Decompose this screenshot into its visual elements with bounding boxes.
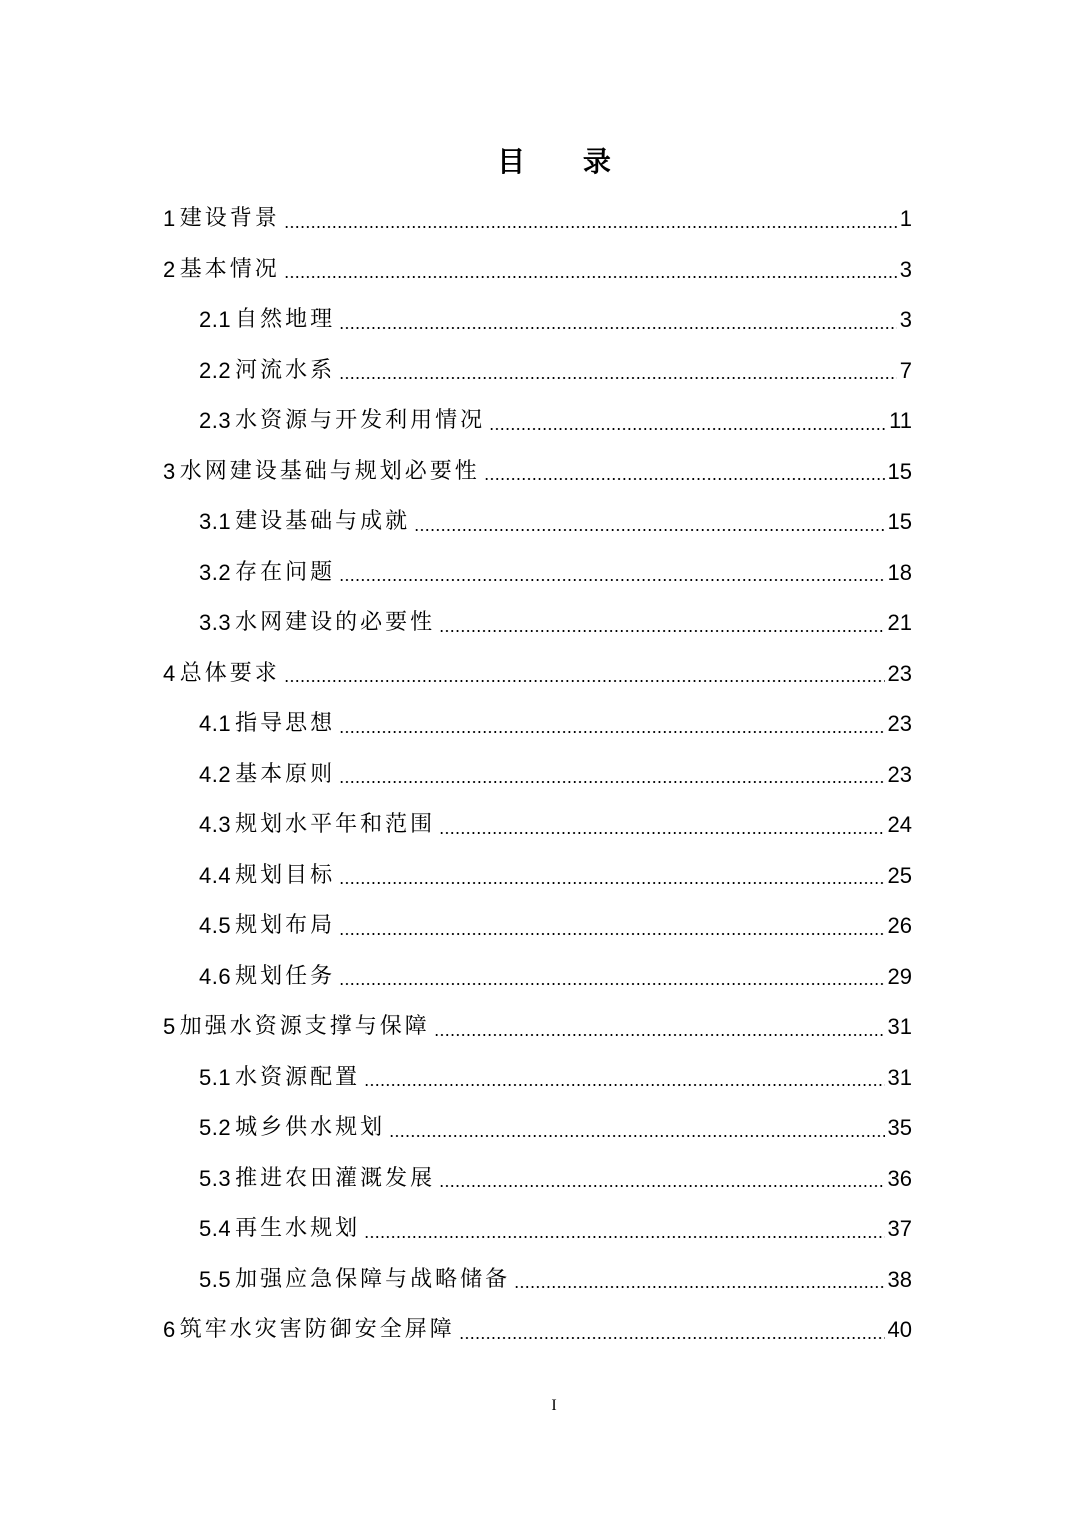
toc-entry-page: 7 [899,357,912,383]
toc-entry-page: 21 [887,610,912,636]
toc-dot-leader [339,568,884,582]
toc-entry[interactable] [0,1053,1074,1104]
toc-entry-title: 河流水系 [235,357,336,383]
toc-entry-title: 基本情况 [179,256,280,282]
toc-entry-page: 23 [887,660,912,686]
toc-entry-page: 25 [887,862,912,888]
toc-dot-leader [284,265,897,279]
toc-dot-leader [439,821,884,835]
toc-entry-number: 5 [163,1014,176,1040]
toc-entry-title: 规划水平年和范围 [235,812,436,838]
toc-entry-page: 11 [889,408,912,434]
toc-title: 目 录 [497,145,635,178]
toc-entry-title: 水网建设的必要性 [235,610,436,636]
toc-entry-number: 1 [163,206,176,232]
toc-entry-title: 水资源与开发利用情况 [235,408,486,434]
toc-entry-page: 15 [887,458,912,484]
toc-entry[interactable] [0,750,1074,801]
toc-entry[interactable] [0,194,1074,245]
toc-entry-page: 38 [887,1266,912,1292]
toc-entry-number: 5.2 [199,1115,232,1141]
toc-entry-title: 城乡供水规划 [235,1115,386,1141]
toc-dot-leader [489,417,886,431]
toc-entry-title: 筑牢水灾害防御安全屏障 [179,1317,455,1343]
toc-entry-number: 2.3 [199,408,232,434]
toc-dot-leader [439,1174,884,1188]
toc-entry-title: 再生水规划 [235,1216,361,1242]
toc-entry-number: 4 [163,660,176,686]
toc-entry-number: 2.2 [199,357,232,383]
toc-entry-page: 31 [887,1064,912,1090]
toc-entry-page: 23 [887,711,912,737]
toc-entry-page: 24 [887,812,912,838]
toc-entry-title: 水网建设基础与规划必要性 [179,458,480,484]
toc-entry-number: 3.3 [199,610,232,636]
toc-entry-page: 29 [887,963,912,989]
toc-entry-page: 37 [887,1216,912,1242]
toc-dot-leader [339,316,897,330]
toc-dot-leader [339,871,884,885]
toc-entry[interactable] [0,1154,1074,1205]
toc-dot-leader [339,770,884,784]
toc-dot-leader [339,720,884,734]
toc-dot-leader [339,366,897,380]
toc-dot-leader [339,922,884,936]
toc-entry-page: 18 [887,559,912,585]
toc-entry-title: 存在问题 [235,559,336,585]
toc-entry-number: 3 [163,458,176,484]
toc-entry-title: 规划布局 [235,913,336,939]
toc-entry[interactable] [0,901,1074,952]
toc-entry-title: 基本原则 [235,761,336,787]
toc-dot-leader [414,518,884,532]
toc-dot-leader [339,972,884,986]
toc-entry-number: 5.1 [199,1064,232,1090]
toc-entry-number: 4.5 [199,913,232,939]
toc-entry[interactable] [0,295,1074,346]
toc-entry[interactable] [0,1204,1074,1255]
toc-dot-leader [484,467,885,481]
toc-dot-leader [434,1023,885,1037]
toc-entry-title: 指导思想 [235,711,336,737]
toc-dot-leader [364,1073,884,1087]
toc-entry[interactable] [0,851,1074,902]
toc-entry-number: 4.2 [199,761,232,787]
toc-entry-number: 2 [163,256,176,282]
toc-dot-leader [284,215,897,229]
toc-entry-number: 5.4 [199,1216,232,1242]
toc-entry[interactable] [0,1305,1074,1356]
toc-entry-page: 26 [887,913,912,939]
toc-entry-number: 3.2 [199,559,232,585]
toc-dot-leader [514,1275,884,1289]
toc-entry-page: 36 [887,1165,912,1191]
toc-entry-page: 35 [887,1115,912,1141]
toc-dot-leader [459,1326,885,1340]
toc-entry-title: 加强应急保障与战略储备 [235,1266,511,1292]
toc-entry[interactable] [0,1103,1074,1154]
toc-entry-page: 23 [887,761,912,787]
toc-entry-number: 4.4 [199,862,232,888]
toc-entry[interactable] [0,447,1074,498]
toc-dot-leader [389,1124,884,1138]
toc-entry-number: 6 [163,1317,176,1343]
toc-entry-number: 4.6 [199,963,232,989]
toc-entry-page: 1 [899,206,912,232]
toc-dot-leader [284,669,885,683]
toc-entry[interactable] [0,346,1074,397]
toc-entry-number: 3.1 [199,509,232,535]
toc-entry-number: 4.1 [199,711,232,737]
page-number: I [551,1397,557,1414]
toc-entry-title: 规划任务 [235,963,336,989]
toc-entry[interactable] [0,598,1074,649]
toc-entry-title: 建设背景 [179,206,280,232]
toc-entry[interactable] [0,699,1074,750]
toc-entry-page: 3 [899,307,912,333]
toc-list [0,194,1074,1356]
toc-entry-number: 4.3 [199,812,232,838]
toc-entry-title: 规划目标 [235,862,336,888]
toc-entry-page: 3 [899,256,912,282]
toc-entry-number: 2.1 [199,307,232,333]
toc-entry-title: 建设基础与成就 [235,509,411,535]
toc-entry-title: 水资源配置 [235,1064,361,1090]
toc-entry-title: 加强水资源支撑与保障 [179,1014,430,1040]
toc-entry[interactable] [0,1255,1074,1306]
toc-entry-page: 31 [887,1014,912,1040]
toc-entry-title: 自然地理 [235,307,336,333]
toc-entry-number: 5.3 [199,1165,232,1191]
toc-dot-leader [439,619,884,633]
toc-entry[interactable] [0,497,1074,548]
toc-entry-number: 5.5 [199,1266,232,1292]
toc-dot-leader [364,1225,884,1239]
toc-entry-title: 推进农田灌溉发展 [235,1165,436,1191]
toc-entry-page: 15 [887,509,912,535]
toc-entry-page: 40 [887,1317,912,1343]
toc-entry[interactable] [0,800,1074,851]
toc-entry[interactable] [0,396,1074,447]
toc-entry[interactable] [0,952,1074,1003]
toc-entry-title: 总体要求 [179,660,280,686]
toc-entry[interactable] [0,548,1074,599]
toc-entry[interactable] [0,245,1074,296]
toc-entry[interactable] [0,1002,1074,1053]
toc-entry[interactable] [0,649,1074,700]
